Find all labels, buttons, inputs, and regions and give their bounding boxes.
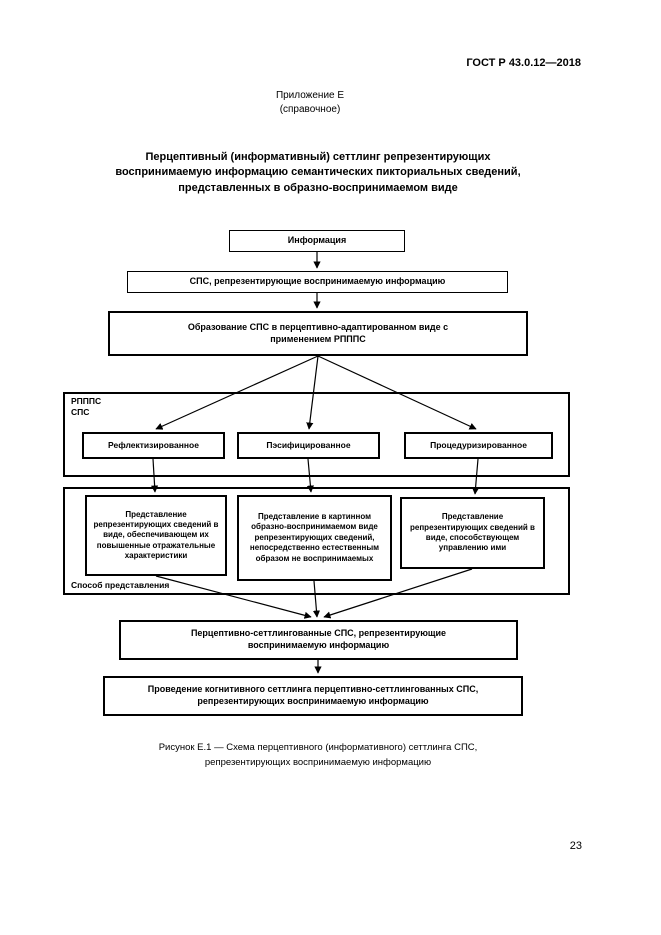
box-representation-left: Представление репрезентирующих сведений в виде, обеспечивающем их повышенные отражательные характеристики	[85, 495, 227, 576]
box-sps-formation	[108, 311, 528, 356]
rppps-label-line2: СПС	[71, 407, 90, 418]
box-final-settling-text: Проведение когнитивного сеттлинга перцептивно-сеттлингованных СПС, репрезентирующих воспринимаемую информацию	[147, 684, 479, 706]
diagram-title	[48, 150, 588, 196]
box-representation-right: Представление репрезентирующих сведений в виде, способствующем управлению ими	[400, 497, 545, 569]
box-settled-sps-text: Перцептивно-сеттлингованные СПС, репрезентирующие воспринимаемую информацию	[190, 628, 447, 650]
appendix-label: Приложение Е	[275, 90, 345, 101]
rppps-group-label	[71, 396, 101, 418]
appendix-note: (справочное)	[279, 103, 341, 115]
figure-caption-text: Рисунок Е.1 — Схема перцептивного (информативного) сеттлинга СПС, репрезентирующих воспринимаемую информацию	[158, 742, 478, 769]
diagram-title-text: Перцептивный (информативный) сеттлинг репрезентирующих воспринимаемую информацию семантических пикториальных сведений, представленных в образно-воспринимаемом виде	[115, 151, 521, 194]
box-information: Информация	[229, 230, 405, 252]
box-branch-reflectivized: Рефлектизированное	[82, 432, 225, 459]
appendix-heading	[0, 89, 620, 116]
doc-reference: ГОСТ Р 43.0.12—2018	[466, 57, 581, 69]
box-sps: СПС, репрезентирующие воспринимаемую информацию	[127, 271, 508, 293]
box-sps-formation-text: Образование СПС в перцептивно-адаптированном виде с применением РПППС	[187, 321, 449, 344]
box-representation-middle: Представление в картинном образно-воспринимаемом виде репрезентирующих сведений, непосредственно естественным образом не воспринимаемых	[237, 495, 392, 581]
box-settled-sps	[119, 620, 518, 660]
figure-caption	[48, 740, 588, 770]
box-branch-procedurized: Процедуризированное	[404, 432, 553, 459]
box-final-settling	[103, 676, 523, 716]
method-group-label: Способ представления	[71, 580, 170, 590]
rppps-label-line1: РПППС	[71, 396, 102, 406]
box-branch-pacified: Пэсифицированное	[237, 432, 380, 459]
page-number: 23	[569, 840, 582, 852]
